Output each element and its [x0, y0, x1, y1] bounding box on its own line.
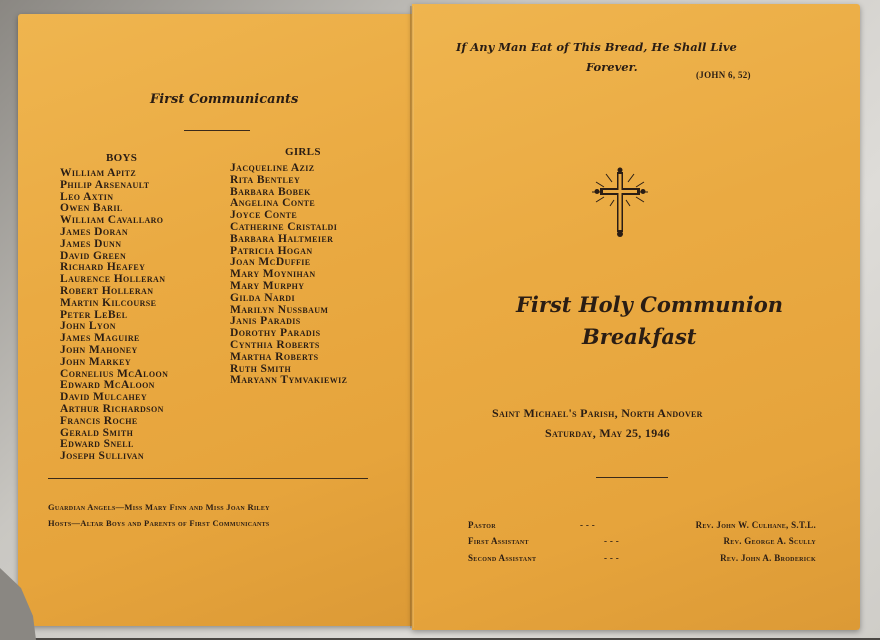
girl-name: Gilda Nardi [230, 291, 295, 304]
staff-row [468, 553, 816, 567]
boy-name: John Mahoney [60, 343, 138, 356]
boy-name: Peter LeBel [60, 308, 128, 321]
girl-name: Joyce Conte [230, 209, 298, 222]
boy-name: James Doran [60, 225, 128, 238]
boy-name: Arthur Richardson [60, 402, 164, 415]
communicants-heading: First Communicants [150, 92, 299, 107]
center-fold [410, 6, 414, 628]
girls-list [230, 163, 347, 387]
staff-dots: - - - [604, 536, 619, 546]
girl-name: Mary Murphy [230, 279, 305, 292]
girl-name: Martha Roberts [230, 350, 319, 363]
boy-name: Edward McAloon [60, 379, 155, 392]
staff-role: First Assistant [468, 536, 529, 546]
girl-name: Maryann Tymvakiewiz [230, 374, 348, 387]
staff-dots: - - - [580, 520, 595, 530]
boy-name: Owen Baril [60, 202, 123, 215]
girl-name: Angelina Conte [230, 197, 316, 210]
girl-name: Patricia Hogan [230, 244, 313, 257]
girl-name: Barbara Haltmeier [230, 232, 334, 245]
boy-name: Laurence Holleran [60, 273, 166, 286]
girl-name: Mary Moynihan [230, 268, 316, 281]
staff-dots: - - - [604, 553, 619, 563]
date-rule [596, 477, 668, 478]
staff-name: Rev. George A. Scully [723, 536, 816, 546]
boy-name: Robert Holleran [60, 284, 154, 297]
boy-name: David Mulcahey [60, 391, 148, 404]
girl-name: Barbara Bobek [230, 185, 311, 198]
girl-name: Dorothy Paradis [230, 327, 321, 340]
boy-name: Philip Arsenault [60, 178, 150, 191]
boys-list [60, 168, 168, 463]
staff-role: Pastor [468, 520, 496, 530]
boy-name: William Apitz [60, 167, 137, 179]
event-title-line2: Breakfast [582, 324, 697, 349]
scripture-quote-line2: Forever. [586, 60, 638, 74]
boy-name: John Markey [60, 355, 131, 368]
hosts-line: Hosts—Altar Boys and Parents of First Communicants [48, 518, 270, 528]
staff-name: Rev. John A. Broderick [720, 553, 816, 563]
boy-name: Edward Snell [60, 438, 134, 451]
girl-name: Joan McDuffie [230, 256, 311, 269]
radiant-cross-icon [588, 166, 652, 238]
staff-row [468, 536, 816, 550]
girl-name: Ruth Smith [230, 362, 292, 375]
girls-heading: GIRLS [285, 146, 321, 158]
boy-name: Martin Kilcourse [60, 296, 157, 309]
boy-name: John Lyon [60, 320, 116, 333]
boy-name: James Maguire [60, 332, 140, 345]
scripture-quote-line1: If Any Man Eat of This Bread, He Shall Live [456, 40, 737, 54]
heading-rule [184, 130, 250, 131]
boy-name: Joseph Sullivan [60, 450, 145, 463]
staff-name: Rev. John W. Culhane, S.T.L. [695, 520, 816, 530]
boy-name: Gerald Smith [60, 426, 134, 439]
boy-name: Leo Axtin [60, 190, 114, 203]
boy-name: David Green [60, 249, 127, 262]
event-date: Saturday, May 25, 1946 [545, 426, 671, 440]
girl-name: Catherine Cristaldi [230, 220, 338, 233]
guardian-angels-line: Guardian Angels—Miss Mary Finn and Miss Joan Riley [48, 502, 270, 512]
staff-row [468, 520, 816, 534]
girl-name: Rita Bentley [230, 173, 301, 186]
boy-name: Cornelius McAloon [60, 367, 169, 380]
scripture-reference: (JOHN 6, 52) [696, 70, 751, 80]
boys-heading: BOYS [106, 152, 138, 164]
boy-name: Francis Roche [60, 414, 138, 427]
girl-name: Cynthia Roberts [230, 338, 320, 351]
boy-name: James Dunn [60, 237, 122, 250]
boy-name: Richard Heafey [60, 261, 146, 274]
girl-name: Jacqueline Aziz [230, 162, 315, 174]
girl-name: Marilyn Nussbaum [230, 303, 329, 316]
parish-name: Saint Michael's Parish, North Andover [492, 406, 703, 420]
girl-name: Janis Paradis [230, 315, 301, 328]
boy-name: William Cavallaro [60, 214, 164, 227]
event-title-line1: First Holy Communion [516, 292, 784, 317]
footer-rule [48, 478, 368, 479]
staff-role: Second Assistant [468, 553, 537, 563]
